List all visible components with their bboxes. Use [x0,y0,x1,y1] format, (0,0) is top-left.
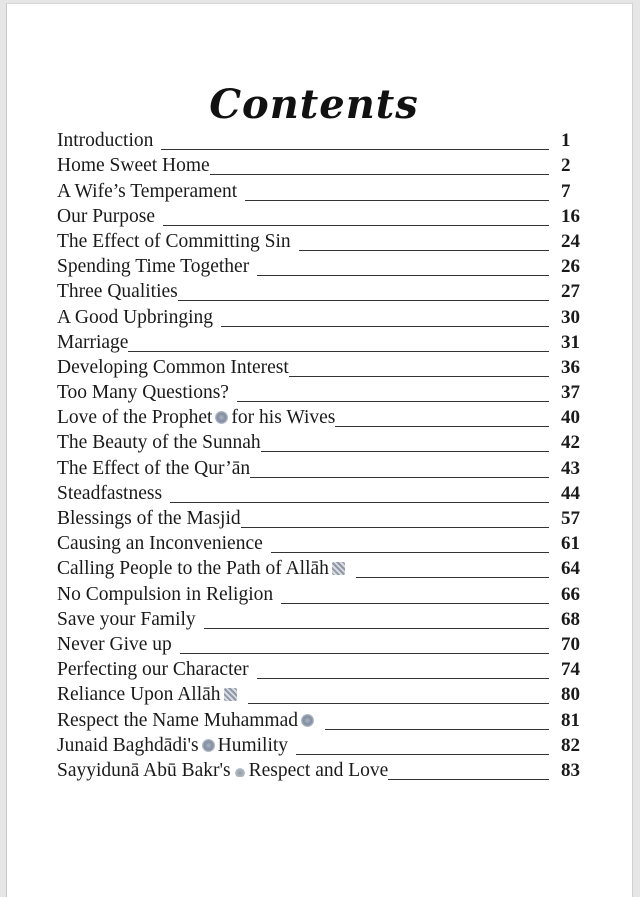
leader-line [325,729,549,730]
toc-title-text-suffix: Humility [217,734,289,756]
toc-entry[interactable] [57,279,587,304]
toc-entry-title[interactable] [57,307,213,330]
toc-title-text: Love of the Prophet [57,407,213,429]
leader-line [281,603,549,604]
toc-page-number[interactable]: 26 [561,256,580,278]
toc-entry[interactable] [57,355,587,380]
toc-title-text: Calling People to the Path of Allāh [57,558,329,580]
toc-page-number[interactable]: 68 [561,608,580,630]
toc-title-text: Steadfastness [57,482,163,504]
toc-entry[interactable] [57,455,587,480]
toc-page-number[interactable]: 83 [561,759,580,781]
leader-line [163,225,549,226]
toc-page-number[interactable]: 2 [561,155,571,177]
leader-line [356,577,549,578]
toc-page-number[interactable]: 81 [561,709,580,731]
toc-entry-title[interactable] [57,584,273,607]
toc-entry-title[interactable] [57,735,288,758]
leader-line [241,527,549,528]
leader-line [180,653,549,654]
toc-entry[interactable] [57,531,587,556]
toc-entry[interactable] [57,607,587,632]
table-of-contents [57,128,587,783]
toc-entry[interactable] [57,380,587,405]
leader-line [335,426,549,427]
toc-entry[interactable] [57,128,587,153]
toc-title-text: Respect the Name Muhammad [57,709,298,731]
toc-entry[interactable] [57,733,587,758]
toc-title-text: Junaid Baghdādi's [57,734,199,756]
toc-entry-title[interactable] [57,483,162,506]
toc-title-text: The Beauty of the Sunnah [57,432,261,454]
toc-entry[interactable] [57,178,587,203]
toc-entry-title[interactable] [57,206,155,229]
toc-entry[interactable] [57,657,587,682]
toc-page-number[interactable]: 43 [561,457,580,479]
toc-entry-title[interactable] [57,659,249,682]
toc-title-text: Too Many Questions? [57,382,229,404]
leader-line [261,451,549,452]
toc-title-text-suffix: Respect and Love [248,759,389,781]
toc-entry[interactable] [57,556,587,581]
toc-entry-title[interactable] [57,130,153,153]
radiyallahu-icon [234,767,246,777]
toc-page-number[interactable]: 74 [561,659,580,681]
toc-entry-title[interactable] [57,710,317,733]
toc-entry[interactable] [57,758,587,783]
toc-entry-title[interactable] [57,508,241,531]
toc-title-text: Save your Family [57,608,196,630]
leader-line [178,300,549,301]
leader-line [257,275,549,276]
toc-entry[interactable] [57,581,587,606]
toc-page-number[interactable]: 70 [561,633,580,655]
toc-title-text: Blessings of the Masjid [57,508,241,529]
leader-line [296,754,549,755]
leader-line [245,200,549,201]
toc-entry-title[interactable] [57,634,172,657]
toc-title-text: No Compulsion in Religion [57,583,274,605]
toc-entry-title[interactable] [57,558,348,581]
toc-title-text: Home Sweet Home [57,155,210,177]
toc-entry-title[interactable] [57,432,261,455]
toc-entry[interactable] [57,405,587,430]
toc-page-number[interactable]: 40 [561,407,580,429]
toc-entry[interactable] [57,506,587,531]
toc-entry[interactable] [57,481,587,506]
toc-page-number[interactable]: 42 [561,432,580,454]
toc-page-number[interactable]: 66 [561,583,580,605]
toc-entry[interactable] [57,707,587,732]
toc-page-number[interactable]: 31 [561,331,580,353]
leader-line [289,376,549,377]
leader-line [161,149,549,150]
toc-title-text: The Effect of the Qur’ān [57,457,251,479]
rahmatullah-icon [202,739,215,752]
leader-line [257,678,549,679]
leader-line [221,326,549,327]
toc-title-text: Our Purpose [57,205,156,227]
toc-title-text: Spending Time Together [57,256,250,278]
toc-page-number[interactable]: 80 [561,684,580,706]
leader-line [250,477,549,478]
leader-line [128,351,549,352]
toc-title-text: The Effect of Committing Sin [57,230,291,252]
toc-title-text: Marriage [57,331,129,353]
toc-entry-title[interactable] [57,382,229,405]
toc-page-number[interactable]: 16 [561,205,580,227]
toc-page-number[interactable]: 27 [561,281,580,303]
leader-line [271,552,549,553]
toc-title-text: A Good Upbringing [57,306,213,328]
toc-page-number[interactable]: 36 [561,356,580,378]
toc-entry-title[interactable] [57,181,237,204]
toc-page-number[interactable]: 1 [561,130,571,152]
salawat-icon [215,411,228,424]
toc-title-text: Sayyidunā Abū Bakr's [57,759,231,781]
azza-wa-jalla-icon [332,562,345,575]
toc-entry-title[interactable] [57,357,289,380]
toc-page-number[interactable]: 64 [561,558,580,580]
toc-entry-title[interactable] [57,256,249,279]
toc-entry-title[interactable] [57,609,196,632]
toc-title-text: Three Qualities [57,281,178,303]
toc-title-text: Developing Common Interest [57,356,289,378]
toc-title-text: Perfecting our Character [57,659,249,681]
leader-line [204,628,549,629]
toc-entry[interactable] [57,682,587,707]
toc-entry[interactable] [57,430,587,455]
toc-page-number[interactable]: 44 [561,482,580,504]
toc-entry-title[interactable] [57,407,335,430]
toc-entry[interactable] [57,330,587,355]
toc-title-text: Causing an Inconvenience [57,533,263,555]
toc-entry-title[interactable] [57,760,388,783]
page-title: Contents [209,80,419,128]
toc-entry[interactable] [57,632,587,657]
leader-line [299,250,549,251]
toc-page-number[interactable]: 82 [561,734,580,756]
leader-line [388,779,549,780]
leader-line [248,703,549,704]
toc-entry-title[interactable] [57,281,178,304]
azza-wa-jalla-icon [224,688,237,701]
toc-entry[interactable] [57,229,587,254]
toc-entry-title[interactable] [57,155,210,178]
toc-page-number[interactable]: 24 [561,230,580,252]
toc-title-text: A Wife’s Temperament [57,180,238,202]
toc-entry[interactable] [57,254,587,279]
toc-entry[interactable] [57,153,587,178]
toc-page-number[interactable]: 30 [561,306,580,328]
toc-entry[interactable] [57,204,587,229]
toc-entry-title[interactable] [57,332,128,355]
toc-page-number[interactable]: 61 [561,533,580,555]
toc-entry[interactable] [57,304,587,329]
salawat-icon [301,714,314,727]
leader-line [170,502,549,503]
toc-title-text-suffix: for his Wives [231,407,336,429]
toc-entry-title[interactable] [57,533,263,556]
toc-entry-title[interactable] [57,684,240,707]
toc-title-text: Reliance Upon Allāh [57,684,221,706]
toc-entry-title[interactable] [57,231,291,254]
leader-line [237,401,549,402]
toc-title-text: Never Give up [57,633,172,655]
toc-page-number[interactable]: 37 [561,382,580,404]
toc-title-text: Introduction [57,130,154,152]
toc-page-number[interactable]: 57 [561,508,580,529]
toc-page-number[interactable]: 7 [561,180,571,202]
toc-entry-title[interactable] [57,458,250,481]
leader-line [210,174,549,175]
